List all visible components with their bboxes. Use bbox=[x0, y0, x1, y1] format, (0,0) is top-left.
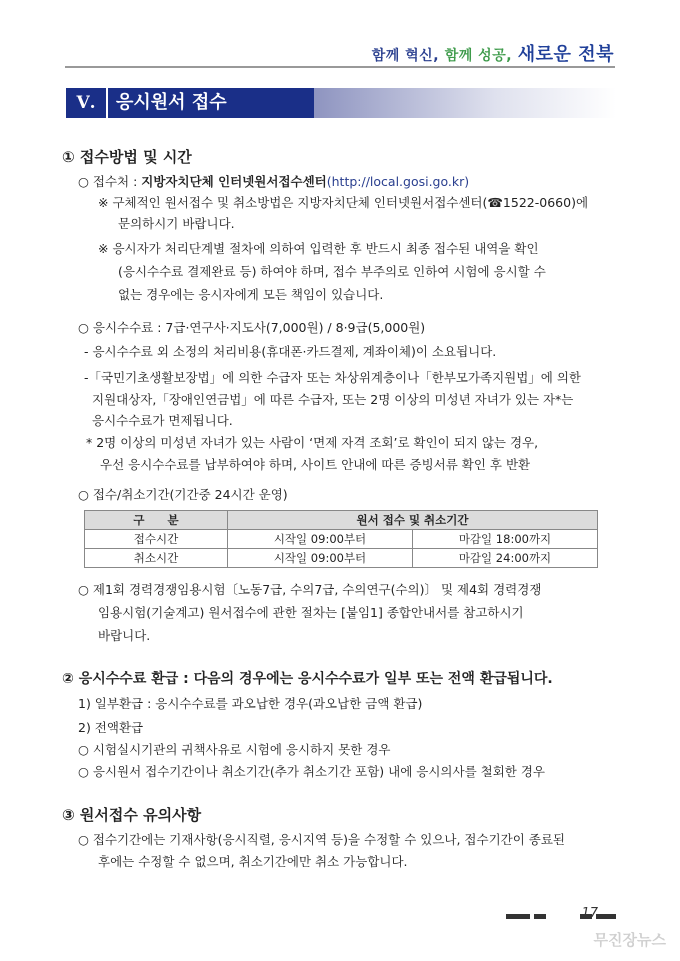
part1-heading: ① 접수방법 및 시간 bbox=[62, 148, 192, 166]
header-slogan bbox=[372, 40, 614, 66]
fee-star-line1: * 2명 이상의 미성년 자녀가 있는 사람이 ‘면제 자격 조회’로 확인이 되지 않는 경우, bbox=[86, 435, 539, 450]
reception-label: ○ 접수처 : bbox=[78, 174, 142, 189]
footer-bar-left-2 bbox=[534, 914, 546, 919]
section-title: 응시원서 접수 bbox=[108, 88, 316, 118]
fee-dash2-line1: -「국민기초생활보장법」에 의한 수급자 또는 차상위계층이나「한부모가족지원법」에 의한 bbox=[84, 370, 582, 385]
refund-sub1: ○ 시험실시기관의 귀책사유로 시험에 응시하지 못한 경우 bbox=[78, 742, 391, 757]
ref-line1: ○ 제1회 경력경쟁임용시험〔노동7급, 수의7급, 수의연구(수의)〕 및 제4회 경력경쟁 bbox=[78, 582, 542, 597]
caution-line2: 후에는 수정할 수 없으며, 취소기간에만 취소 가능합니다. bbox=[98, 854, 408, 869]
refund-sub2: ○ 응시원서 접수기간이나 취소기간(추가 취소기간 포함) 내에 응시의사를 철회한 경우 bbox=[78, 764, 545, 779]
slogan-part-3: 새로운 전북 bbox=[517, 44, 614, 65]
table-cell-label: 접수시간 bbox=[85, 530, 228, 549]
ref-line2: 임용시험(기술계고) 원서접수에 관한 절차는 [붙임1] 종합안내서를 참고하시기 bbox=[98, 605, 524, 620]
table-cell-end: 마감일 24:00까지 bbox=[413, 549, 598, 568]
table-header-row bbox=[85, 511, 598, 530]
note1-line2: 문의하시기 바랍니다. bbox=[118, 216, 235, 231]
refund-item1: 1) 일부환급 : 응시수수료를 과오납한 경우(과오납한 금액 환급) bbox=[78, 696, 423, 711]
table-row bbox=[85, 549, 598, 568]
footer-bar-right bbox=[580, 914, 592, 919]
table-cell-start: 시작일 09:00부터 bbox=[228, 549, 413, 568]
refund-item2: 2) 전액환급 bbox=[78, 720, 144, 735]
reception-url[interactable]: (http://local.gosi.go.kr) bbox=[326, 174, 470, 189]
reception-center: 지방자치단체 인터넷원서접수센터 bbox=[141, 174, 327, 189]
slogan-part-2: 함께 성공, bbox=[444, 48, 513, 64]
slogan-part-1: 함께 혁신, bbox=[371, 48, 440, 64]
part2-heading: ② 응시수수료 환급 : 다음의 경우에는 응시수수료가 일부 또는 전액 환급됩니다. bbox=[62, 671, 553, 687]
table-row bbox=[85, 530, 598, 549]
caution-line1: ○ 접수기간에는 기재사항(응시직렬, 응시지역 등)을 수정할 수 있으나, 접수기간이 종료된 bbox=[78, 832, 565, 847]
note2-line1: ※ 응시자가 처리단계별 절차에 의하여 입력한 후 반드시 최종 접수된 내역을 확인 bbox=[98, 241, 539, 256]
table-cell-end: 마감일 18:00까지 bbox=[413, 530, 598, 549]
table-cell-start: 시작일 09:00부터 bbox=[228, 530, 413, 549]
note2-line3: 없는 경우에는 응시자에게 모든 책임이 있습니다. bbox=[118, 287, 384, 302]
footer-bar-right-2 bbox=[596, 914, 616, 919]
fee-dash2-line3: 응시수수료가 면제됩니다. bbox=[92, 413, 233, 428]
fee-line: ○ 응시수수료 : 7급·연구사·지도사(7,000원) / 8·9급(5,000원) bbox=[78, 320, 426, 335]
table-header-category: 구 분 bbox=[85, 511, 228, 530]
table-header-period: 원서 접수 및 취소기간 bbox=[228, 511, 598, 530]
section-header bbox=[66, 88, 616, 118]
reception-line bbox=[78, 174, 469, 190]
fee-dash2-line2: 지원대상자,「장애인연금법」에 따른 수급자, 또는 2명 이상의 미성년 자녀가 있는 자*는 bbox=[92, 392, 574, 407]
footer-bar-left bbox=[506, 914, 530, 919]
fee-dash1: - 응시수수료 외 소정의 처리비용(휴대폰·카드결제, 계좌이체)이 소요됩니다. bbox=[84, 344, 497, 359]
note1-line1: ※ 구체적인 원서접수 및 취소방법은 지방자치단체 인터넷원서접수센터(☎1522-0660)에 bbox=[98, 195, 589, 210]
period-label: ○ 접수/취소기간(기간중 24시간 운영) bbox=[78, 487, 288, 502]
part3-heading: ③ 원서접수 유의사항 bbox=[62, 806, 202, 824]
header-divider bbox=[65, 66, 615, 68]
ref-line3: 바랍니다. bbox=[98, 628, 151, 643]
section-number: Ⅴ. bbox=[66, 88, 106, 118]
section-header-gradient bbox=[314, 88, 616, 118]
fee-star-line2: 우선 응시수수료를 납부하여야 하며, 사이트 안내에 따른 증빙서류 확인 후 반환 bbox=[100, 457, 531, 472]
table-cell-label: 취소시간 bbox=[85, 549, 228, 568]
watermark: 무진장뉴스 bbox=[593, 931, 666, 949]
period-table bbox=[84, 510, 598, 568]
note2-line2: (응시수수료 결제완료 등) 하여야 하며, 접수 부주의로 인하여 시험에 응시할 수 bbox=[118, 264, 546, 279]
